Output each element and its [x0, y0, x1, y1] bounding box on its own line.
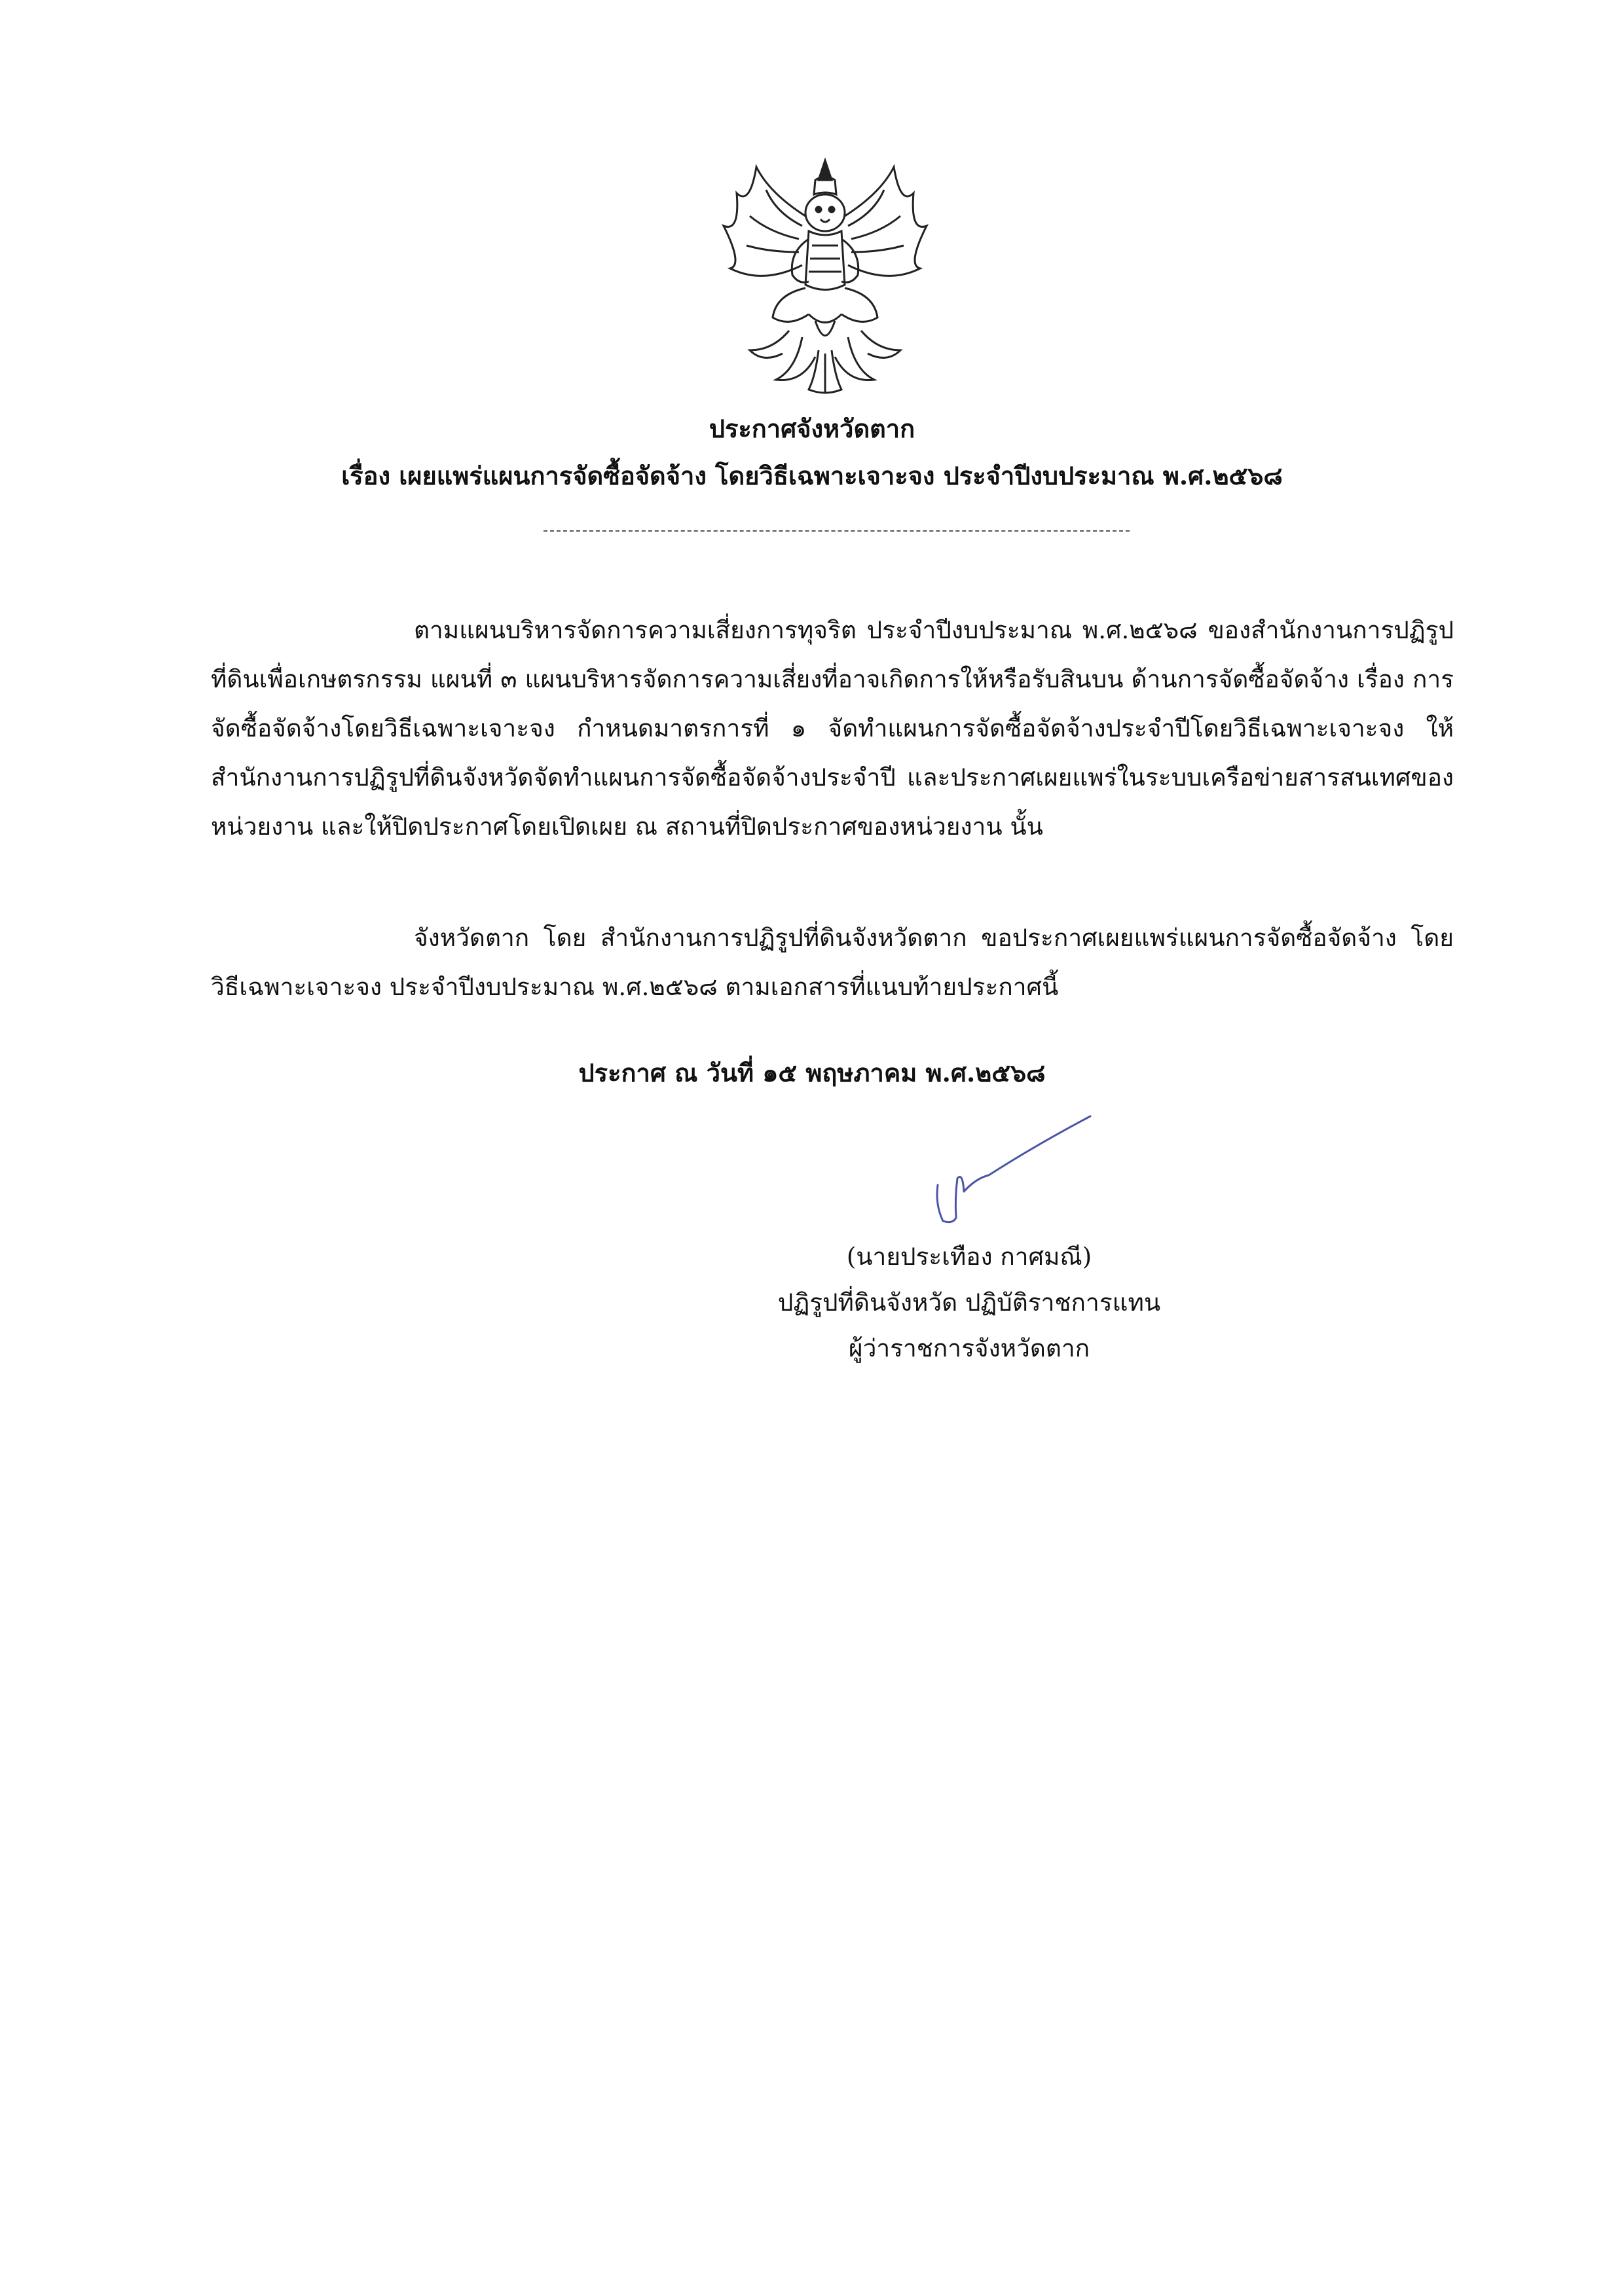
announcement-date: ประกาศ ณ วันที่ ๑๕ พฤษภาคม พ.ศ.๒๕๖๘ — [578, 1058, 1046, 1087]
garuda-emblem-icon — [710, 154, 940, 403]
announcement-subject: เรื่อง เผยแพร่แผนการจัดซื้อจัดจ้าง โดยวิธีเฉพาะเจาะจง ประจำปีงบประมาณ พ.ศ.๒๕๖๘ — [341, 461, 1283, 490]
body-paragraph-1 — [211, 606, 1454, 851]
paragraph-1-text: ตามแผนบริหารจัดการความเสี่ยงการทุจริต ประจำปีงบประมาณ พ.ศ.๒๕๖๘ ของสำนักงานการปฏิรูปที่ดินเพื่อเกษตรกรรม แผนที่ ๓ แผนบริหารจัดการความเสี่ยงที่อาจเกิดการให้หรือรับสินบน ด้านการจัดซื้อจัดจ้าง เรื่อง การจัดซื้อจัดจ้างโดยวิธีเฉพาะเจาะจง กำหนดมาตรการที่ ๑ จัดทำแผนการจัดซื้อจัดจ้างประจำปีโดยวิธีเฉพาะเจาะจง ให้สำนักงานการปฏิรูปที่ดินจังหวัดจัดทำแผนการจัดซื้อจัดจ้างประจำปี และประกาศเผยแพร่ในระบบเครือข่ายสารสนเทศของหน่วยงาน และให้ปิดประกาศโดยเปิดเผย ณ สถานที่ปิดประกาศของหน่วยงาน นั้น — [211, 616, 1454, 841]
announcement-title: ประกาศจังหวัดตาก — [709, 414, 915, 443]
signer-position: ปฏิรูปที่ดินจังหวัด ปฏิบัติราชการแทน — [777, 1288, 1161, 1317]
signer-name: (นายประเทือง กาศมณี) — [846, 1243, 1092, 1271]
handwritten-signature — [923, 1106, 1107, 1237]
body-paragraph-2 — [211, 913, 1454, 1011]
separator-line — [544, 530, 1130, 532]
paragraph-2-text: จังหวัดตาก โดย สำนักงานการปฏิรูปที่ดินจังหวัดตาก ขอประกาศเผยแพร่แผนการจัดซื้อจัดจ้าง โดยวิธีเฉพาะเจาะจง ประจำปีงบประมาณ พ.ศ.๒๕๖๘ ตามเอกสารที่แนบท้ายประกาศนี้ — [211, 924, 1454, 1001]
signer-title: ผู้ว่าราชการจังหวัดตาก — [848, 1334, 1090, 1362]
